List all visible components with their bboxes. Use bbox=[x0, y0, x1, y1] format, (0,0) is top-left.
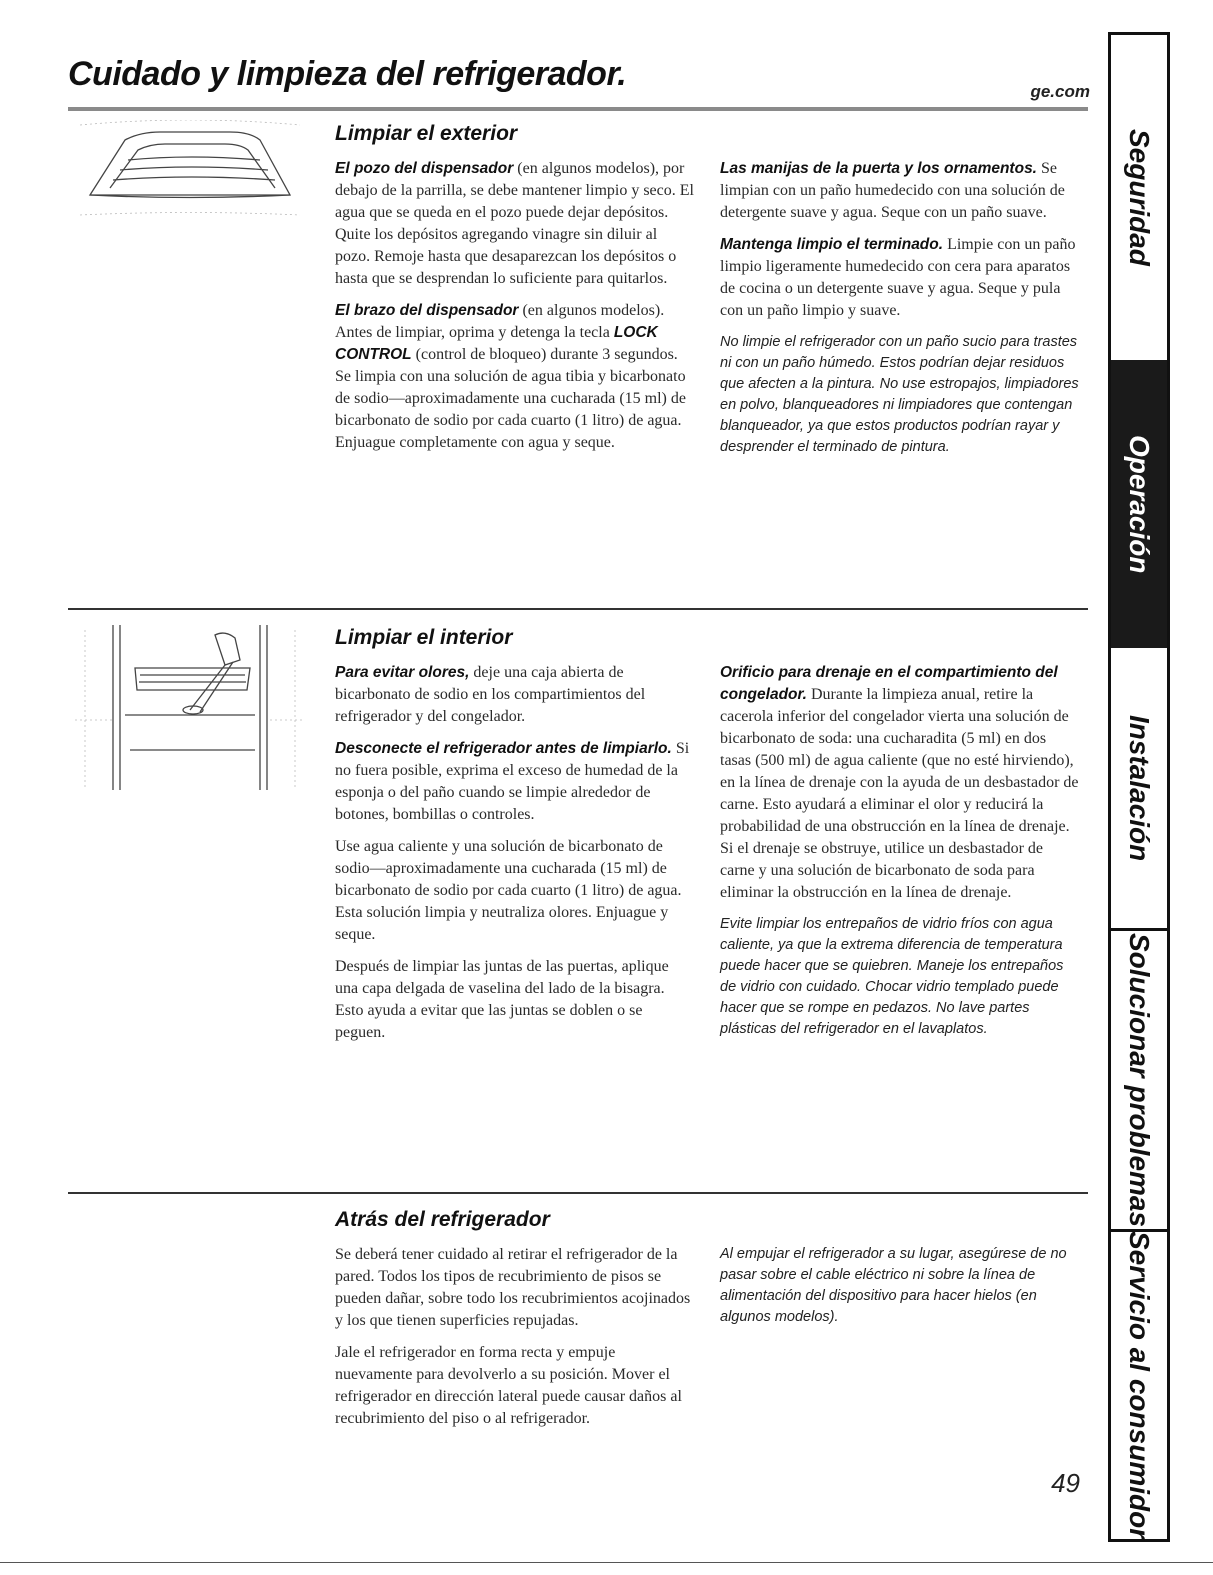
exterior-warning-note: No limpie el refrigerador con un paño sucio para trastes ni con un paño húmedo. Estos podrían dejar residuos que afecten a la pintura. No use estropajos, limpiadores en polvo, blanqueadores ni limpiadores que contengan blanqueador, ya que estos productos podrían rayar y desprender el terminado de pintura. bbox=[720, 334, 1079, 455]
interior-heading: Limpiar el interior bbox=[335, 626, 513, 649]
section-sidebar bbox=[1108, 32, 1170, 1542]
handles-text: Se limpian con un paño humedecido con una solución de detergente suave y agua. Seque con un paño suave. bbox=[720, 160, 1065, 221]
unplug-lead: Desconecte el refrigerador antes de limpiarlo. bbox=[335, 740, 672, 757]
interior-p1 bbox=[335, 662, 695, 728]
tab-solucionar-problemas-label: Solucionar problemas bbox=[1124, 932, 1155, 1228]
interior-p4: Después de limpiar las juntas de las puertas, aplique una capa delgada de vaselina del lado de la bisagra. Esto ayuda a evitar que las juntas se doblen o se peguen. bbox=[335, 958, 669, 1041]
dispenser-well-lead: El pozo del dispensador bbox=[335, 160, 514, 177]
tab-servicio-al-consumidor[interactable] bbox=[1111, 1232, 1167, 1539]
behind-left-column bbox=[335, 1244, 695, 1440]
exterior-p3 bbox=[720, 158, 1080, 224]
tab-instalacion-label: Instalación bbox=[1124, 714, 1155, 862]
section-rule-2 bbox=[68, 1192, 1088, 1194]
page-number: 49 bbox=[1051, 1468, 1080, 1498]
interior-warning-note: Evite limpiar los entrepaños de vidrio fríos con agua caliente, ya que la extrema diferencia de temperatura puede hacer que se quiebren. Maneje los entrepaños de vidrio con cuidado. Chocar vidrio templado puede hacer que se rompe en pedazos. No lave partes plásticas del refrigerador en el lavaplatos. bbox=[720, 916, 1064, 1037]
exterior-heading: Limpiar el exterior bbox=[335, 122, 518, 145]
header-rule bbox=[68, 107, 1088, 111]
tab-seguridad-label: Seguridad bbox=[1124, 129, 1155, 266]
behind-warning-note: Al empujar el refrigerador a su lugar, asegúrese de no pasar sobre el cable eléctrico ni sobre la línea de alimentación del dispositivo para hacer hielos (en algunos modelos). bbox=[720, 1246, 1067, 1325]
exterior-left-column bbox=[335, 158, 695, 464]
handles-lead: Las manijas de la puerta y los ornamentos. bbox=[720, 160, 1037, 177]
refrigerator-interior-illustration bbox=[75, 620, 305, 795]
dispenser-arm-text-b: (control de bloqueo) durante 3 segundos. Se limpia con una solución de agua tibia y bicarbonato de sodio—aproximadamente una cucharada (15 ml) de bicarbonato de sodio por cada cuarto (1 litro) de agua. Enjuague completamente con agua y seque. bbox=[335, 346, 686, 451]
interior-right-column bbox=[720, 662, 1080, 1050]
exterior-p1 bbox=[335, 158, 695, 290]
drain-lead: Orificio para drenaje en el compartimiento del congelador. bbox=[720, 664, 1058, 703]
behind-p2: Jale el refrigerador en forma recta y empuje nuevamente para devolverlo a su posición. Mover el refrigerador en dirección lateral puede causar daños al recubrimiento del piso o al refrigerador. bbox=[335, 1344, 682, 1427]
tab-seguridad[interactable] bbox=[1111, 35, 1167, 360]
behind-right-column bbox=[720, 1244, 1080, 1338]
exterior-p2 bbox=[335, 300, 695, 454]
finish-lead: Mantenga limpio el terminado. bbox=[720, 236, 944, 253]
interior-p2 bbox=[335, 738, 695, 826]
dispenser-arm-lead: El brazo del dispensador bbox=[335, 302, 519, 319]
tab-instalacion[interactable] bbox=[1111, 648, 1167, 928]
site-url: ge.com bbox=[1030, 82, 1090, 101]
interior-p3: Use agua caliente y una solución de bicarbonato de sodio—aproximadamente una cucharada (15 ml) de bicarbonato de sodio por cada cuarto (1 litro) de agua. Esta solución limpia y neutraliza olores. Enjuague y seque. bbox=[335, 838, 682, 943]
lock-control-key: LOCK CONTROL bbox=[335, 324, 658, 363]
exterior-p4 bbox=[720, 234, 1080, 322]
dispenser-grille-illustration bbox=[80, 120, 300, 220]
behind-heading: Atrás del refrigerador bbox=[335, 1208, 550, 1231]
exterior-right-column bbox=[720, 158, 1080, 468]
tab-operacion[interactable] bbox=[1111, 360, 1167, 648]
finish-text: Limpie con un paño limpio ligeramente humedecido con cera para aparatos de cocina o un detergente suave y agua. Seque y pula con un paño limpio y suave. bbox=[720, 236, 1076, 319]
bottom-rule bbox=[0, 1562, 1213, 1563]
dispenser-arm-text-a: (en algunos modelos). Antes de limpiar, oprima y detenga la tecla bbox=[335, 302, 665, 341]
section-rule-1 bbox=[68, 608, 1088, 610]
interior-p5 bbox=[720, 662, 1080, 904]
drain-text: Durante la limpieza anual, retire la cacerola inferior del congelador vierta una solución de bicarbonato de soda: una cucharadita (5 ml) en dos tasas (500 ml) de agua caliente (que no esté hirviendo), en la línea de drenaje con la ayuda de un desbastador de carne. Esto ayudará a eliminar el olor y reducirá la probabilidad de una obstrucción en la línea de drenaje. Si el drenaje se obstruye, utilice un desbastador de carne y una solución de bicarbonato de soda para eliminar la obstrucción en la línea de drenaje. bbox=[720, 686, 1079, 901]
dispenser-well-text: (en algunos modelos), por debajo de la parrilla, se debe mantener limpio y seco. El agua que se queda en el pozo puede dejar depósitos. Quite los depósitos agregando vinagre sin diluir al pozo. Remoje hasta que desaparezcan los depósitos o hasta que se desprendan lo suficiente para quitarlos. bbox=[335, 160, 694, 287]
odors-text: deje una caja abierta de bicarbonato de sodio en los compartimientos del refrigerador y del congelador. bbox=[335, 664, 646, 725]
tab-servicio-al-consumidor-label: Servicio al consumidor bbox=[1124, 1231, 1155, 1540]
interior-left-column bbox=[335, 662, 695, 1054]
tab-operacion-label: Operación bbox=[1124, 434, 1155, 574]
page-title: Cuidado y limpieza del refrigerador. bbox=[68, 55, 627, 93]
odors-lead: Para evitar olores, bbox=[335, 664, 470, 681]
unplug-text: Si no fuera posible, exprima el exceso de humedad de la esponja o del paño cuando se limpie alrededor de botones, bombillas o controles. bbox=[335, 740, 690, 823]
behind-p1: Se deberá tener cuidado al retirar el refrigerador de la pared. Todos los tipos de recubrimiento de pisos se pueden dañar, sobre todo los recubrimientos acojinados y los que tienen superficies repujadas. bbox=[335, 1246, 691, 1329]
tab-solucionar-problemas[interactable] bbox=[1111, 931, 1167, 1229]
